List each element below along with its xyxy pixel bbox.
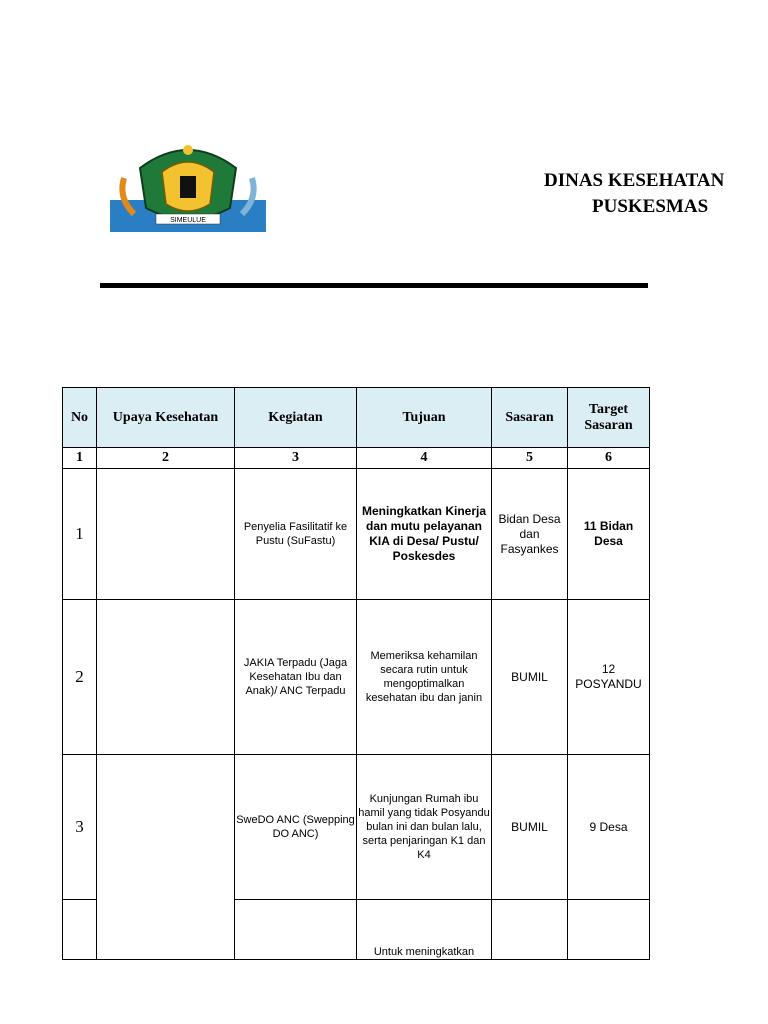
row-number: 1 <box>63 469 97 600</box>
target-cell <box>568 900 650 960</box>
sasaran-cell: BUMIL <box>492 600 568 755</box>
column-number: 3 <box>235 448 357 469</box>
header-no: No <box>63 388 97 448</box>
header-kegiatan: Kegiatan <box>235 388 357 448</box>
header-sasaran: Sasaran <box>492 388 568 448</box>
header-office-title: PUSKESMAS <box>592 196 709 217</box>
tujuan-cell: Meningkatkan Kinerja dan mutu pelayanan KIA di Desa/ Pustu/ Poskesdes <box>357 469 492 600</box>
kegiatan-cell: SweDO ANC (Swepping DO ANC) <box>235 755 357 900</box>
logo-banner-text: SIMEULUE <box>170 217 206 224</box>
upaya-cell <box>97 469 235 600</box>
target-cell: 12 POSYANDU <box>568 600 650 755</box>
row-number: 3 <box>63 755 97 900</box>
header-upaya-kesehatan: Upaya Kesehatan <box>97 388 235 448</box>
column-number: 2 <box>97 448 235 469</box>
sasaran-cell <box>492 900 568 960</box>
kegiatan-cell: Penyelia Fasilitatif ke Pustu (SuFastu) <box>235 469 357 600</box>
table-row <box>63 755 650 900</box>
sasaran-cell: BUMIL <box>492 755 568 900</box>
table-row <box>63 469 650 600</box>
tujuan-cell: Untuk meningkatkan <box>357 900 492 960</box>
kegiatan-cell <box>235 900 357 960</box>
column-number: 6 <box>568 448 650 469</box>
column-number: 5 <box>492 448 568 469</box>
tujuan-cell: Memeriksa kehamilan secara rutin untuk mengoptimalkan kesehatan ibu dan janin <box>357 600 492 755</box>
table-header-row <box>63 388 650 448</box>
table-row <box>63 600 650 755</box>
row-number: 2 <box>63 600 97 755</box>
upaya-cell <box>97 755 235 960</box>
target-cell: 11 Bidan Desa <box>568 469 650 600</box>
upaya-cell <box>97 600 235 755</box>
header-agency-title: DINAS KESEHATAN <box>544 170 725 191</box>
header-target-sasaran: Target Sasaran <box>568 388 650 448</box>
sasaran-cell: Bidan Desa dan Fasyankes <box>492 469 568 600</box>
column-number: 4 <box>357 448 492 469</box>
activity-table <box>62 387 650 960</box>
header-tujuan: Tujuan <box>357 388 492 448</box>
tujuan-cell: Kunjungan Rumah ibu hamil yang tidak Posyandu bulan ini dan bulan lalu, serta penjaringan K1 dan K4 <box>357 755 492 900</box>
column-number: 1 <box>63 448 97 469</box>
column-number-row <box>63 448 650 469</box>
kegiatan-cell: JAKIA Terpadu (Jaga Kesehatan Ibu dan Anak)/ ANC Terpadu <box>235 600 357 755</box>
header-divider <box>100 283 648 288</box>
target-cell: 9 Desa <box>568 755 650 900</box>
regency-emblem-logo <box>110 138 266 232</box>
row-number <box>63 900 97 960</box>
